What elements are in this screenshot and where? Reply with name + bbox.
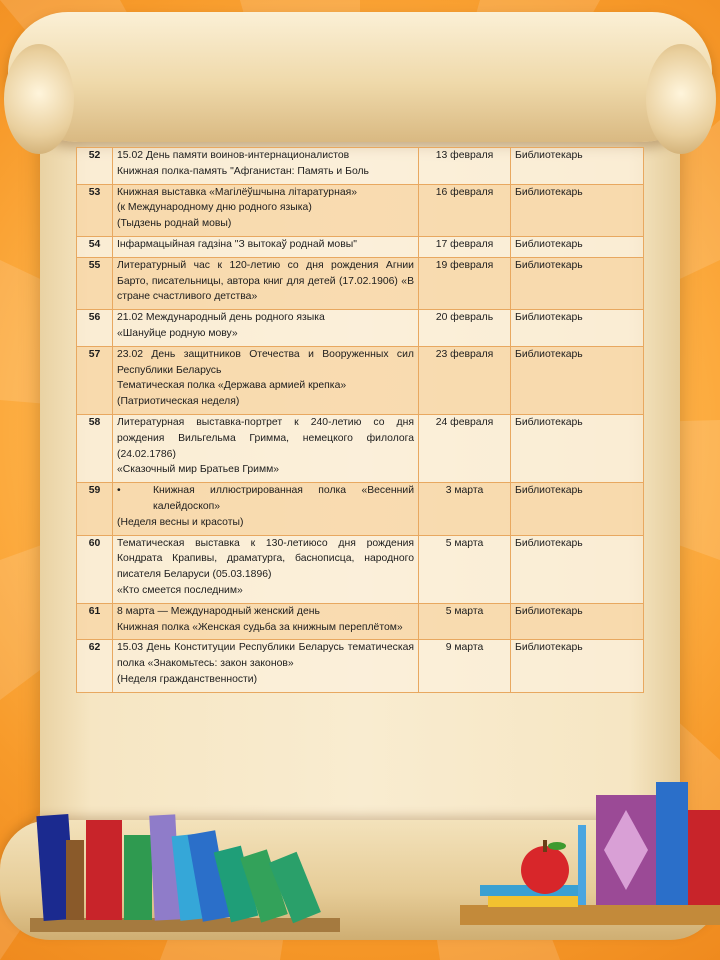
event-description	[113, 535, 419, 603]
row-number: 61	[77, 603, 113, 640]
responsible-person: Библиотекарь	[511, 257, 644, 309]
event-line: 21.02 Международный день родного языка	[117, 312, 325, 324]
event-date: 16 февраля	[419, 184, 511, 236]
event-date: 9 марта	[419, 640, 511, 692]
responsible-person: Библиотекарь	[511, 148, 644, 185]
event-line: Інфармацыйная гадзіна "З вытокаў роднай мовы"	[117, 238, 357, 250]
row-number: 57	[77, 346, 113, 414]
event-line: Книжная иллюстрированная полка «Весенний калейдоскоп»	[153, 485, 414, 512]
responsible-person: Библиотекарь	[511, 184, 644, 236]
table-row	[77, 346, 644, 414]
apple-icon	[521, 846, 569, 894]
event-date: 5 марта	[419, 603, 511, 640]
event-description	[113, 603, 419, 640]
event-description	[113, 414, 419, 482]
right-shelf	[460, 905, 720, 925]
event-line: Литературная выставка-портрет к 240-летию со дня рождения Вильгельма Гримма, немецкого филолога (24.02.1786)	[117, 416, 414, 460]
event-line: Литературный час к 120-летию со дня рождения Агнии Барто, писательницы, автора книг для детей (17.02.1906) «В стране счастливого детства»	[117, 259, 414, 303]
event-line: «Шануйце родную мову»	[117, 327, 238, 339]
table-row	[77, 483, 644, 535]
book-red	[86, 820, 122, 920]
event-line: (Неделя гражданственности)	[117, 673, 258, 685]
table-row	[77, 414, 644, 482]
table-row	[77, 236, 644, 257]
event-line: Книжная выставка «Магілёўшчына літаратурная»	[117, 186, 358, 198]
event-line: Книжная полка-память "Афганистан: Память и Боль	[117, 165, 369, 177]
event-line: (к Международному дню родного языка)	[117, 202, 312, 214]
event-date: 5 марта	[419, 535, 511, 603]
event-description	[113, 184, 419, 236]
event-description	[113, 346, 419, 414]
row-number: 52	[77, 148, 113, 185]
table-row	[77, 603, 644, 640]
event-description	[113, 236, 419, 257]
responsible-person: Библиотекарь	[511, 310, 644, 347]
event-line: 15.03 День Конституции Республики Беларусь тематическая полка «Знакомьтесь: закон законов»	[117, 642, 414, 670]
book-brown	[66, 840, 84, 920]
apple-stem	[543, 840, 547, 852]
book-yellow-flat	[488, 895, 578, 907]
responsible-person: Библиотекарь	[511, 346, 644, 414]
event-date: 23 февраля	[419, 346, 511, 414]
table-row	[77, 640, 644, 692]
scroll-curl-left	[4, 44, 74, 154]
responsible-person: Библиотекарь	[511, 603, 644, 640]
event-description	[113, 483, 419, 535]
event-line: 15.02 День памяти воинов-интернационалистов	[117, 150, 350, 161]
book-thin-blue	[578, 825, 586, 905]
responsible-person: Библиотекарь	[511, 414, 644, 482]
book-red-right	[688, 810, 720, 905]
responsible-person: Библиотекарь	[511, 236, 644, 257]
event-date: 17 февраля	[419, 236, 511, 257]
responsible-person: Библиотекарь	[511, 640, 644, 692]
event-line: «Сказочный мир Братьев Гримм»	[117, 464, 280, 476]
table-row	[77, 535, 644, 603]
row-number: 58	[77, 414, 113, 482]
event-line: 23.02 День защитников Отечества и Вооруженных сил Республики Беларусь	[117, 348, 414, 376]
book-green	[124, 835, 152, 920]
event-description	[113, 257, 419, 309]
scroll-top-roll	[8, 12, 712, 142]
event-date: 20 февраль	[419, 310, 511, 347]
event-line: 8 марта — Международный женский день	[117, 605, 320, 617]
events-table	[76, 147, 644, 693]
event-line: (Неделя весны и красоты)	[117, 516, 244, 528]
book-blue-tall	[656, 782, 688, 905]
bullet-icon: •	[117, 485, 121, 497]
event-description	[113, 310, 419, 347]
row-number: 62	[77, 640, 113, 692]
event-line: Тематическая полка «Держава армией крепка»	[117, 380, 347, 392]
responsible-person: Библиотекарь	[511, 535, 644, 603]
table-row	[77, 257, 644, 309]
event-line: Тематическая выставка к 130-летиюсо дня рождения Кондрата Крапивы, драматурга, баснописца, народного писателя Беларуси (05.03.1896)	[117, 537, 414, 581]
row-number: 54	[77, 236, 113, 257]
scroll-curl-right	[646, 44, 716, 154]
responsible-person: Библиотекарь	[511, 483, 644, 535]
event-date: 19 февраля	[419, 257, 511, 309]
event-line: «Кто смеется последним»	[117, 584, 243, 596]
event-line: (Тыдзень роднай мовы)	[117, 218, 232, 230]
event-date: 13 февраля	[419, 148, 511, 185]
event-description	[113, 640, 419, 692]
row-number: 53	[77, 184, 113, 236]
row-number: 59	[77, 483, 113, 535]
event-date: 3 марта	[419, 483, 511, 535]
event-line: Книжная полка «Женская судьба за книжным переплётом»	[117, 621, 403, 633]
books-decoration	[0, 760, 720, 960]
row-number: 56	[77, 310, 113, 347]
table-row	[77, 310, 644, 347]
row-number: 60	[77, 535, 113, 603]
table-row	[77, 184, 644, 236]
event-date: 24 февраля	[419, 414, 511, 482]
apple-leaf	[548, 842, 566, 850]
event-line: (Патриотическая неделя)	[117, 396, 240, 408]
row-number: 55	[77, 257, 113, 309]
event-description	[113, 148, 419, 185]
table-row	[77, 148, 644, 185]
